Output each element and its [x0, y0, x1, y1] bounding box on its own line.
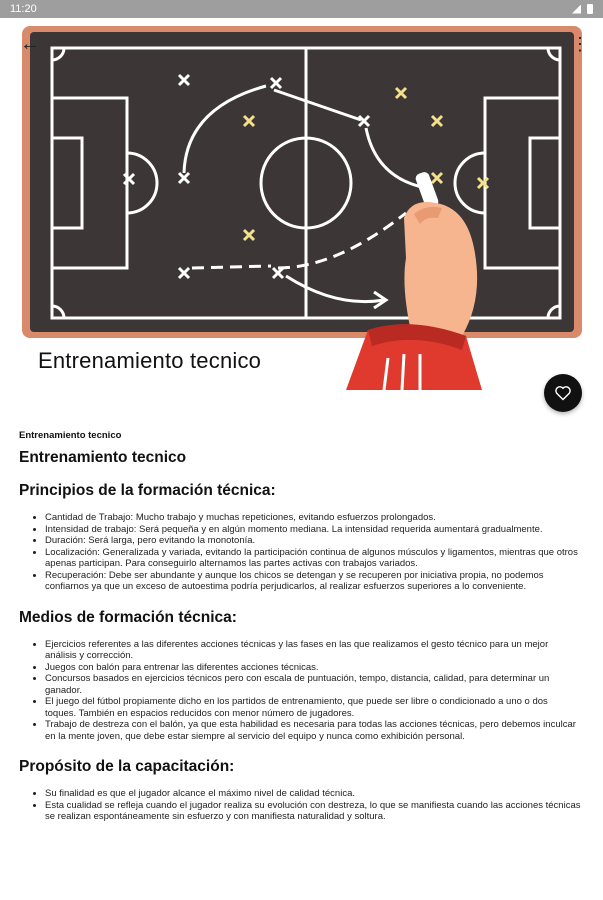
status-time: 11:20: [10, 3, 37, 15]
battery-icon: [587, 4, 593, 14]
section-heading: Propósito de la capacitación:: [19, 758, 235, 775]
list-item: • El juego del fútbol propiamente dicho en los partidos de entrenamiento, que puede ser libre o condicionado a uno o dos toques. También en espacios reducidos con menor número de jugadores.: [45, 696, 581, 719]
status-bar: [0, 0, 603, 18]
section-heading: Principios de la formación técnica:: [19, 482, 276, 499]
back-arrow-icon[interactable]: ←: [20, 33, 40, 55]
section-heading: Medios de formación técnica:: [19, 608, 237, 626]
breadcrumb: Entrenamiento tecnico: [19, 430, 122, 441]
principles-list: [19, 512, 581, 593]
favorite-button[interactable]: [544, 374, 582, 412]
list-item: • Duración: Será larga, pero evitando la monotonía.: [45, 535, 581, 547]
article-body: [19, 430, 581, 839]
purpose-list: [19, 788, 581, 823]
list-item: • Localización: Generalizada y variada, evitando la participación continua de algunos músculos y ligamentos, mientras que otros apenas participan. Para conseguirlo alternamos las partes activas con trabajos variados.: [45, 547, 581, 570]
signal-icon: [572, 5, 581, 14]
list-item: • Cantidad de Trabajo: Mucho trabajo y muchas repeticiones, evitando esfuerzos prolongados.: [45, 512, 581, 524]
hero-title: Entrenamiento tecnico: [38, 348, 262, 373]
board-surface: [30, 32, 574, 332]
list-item: • Intensidad de trabajo: Será pequeña y en algún momento mediana. La intensidad requerida aumentará gradualmente.: [45, 524, 581, 536]
list-item: • Concursos basados en ejercicios técnicos pero con escala de puntuación, tempo, distancia, calidad, para determinar un ganador.: [45, 673, 581, 696]
list-item: • Su finalidad es que el jugador alcance el máximo nivel de calidad técnica.: [45, 788, 581, 800]
app-screen: [16, 18, 587, 900]
list-item: • Recuperación: Debe ser abundante y aunque los chicos se detengan y se recuperen por iniciativa propia, no podemos confiarnos ya que un exceso de autoestima podría perjudicarlos, al realizar esfuerzos superiores a lo conveniente.: [45, 570, 581, 593]
tactics-board-illustration: [16, 18, 587, 398]
heart-outline-icon: [554, 385, 572, 401]
hero-header: [16, 18, 587, 398]
status-icons: [572, 4, 593, 14]
list-item: • Trabajo de destreza con el balón, ya que esta habilidad es necesaria para todas las acciones técnicas, pero debemos inculcar en la mente joven, que debe estar siempre al servicio del equipo y nunca como exhibición personal.: [45, 719, 581, 742]
list-item: • Ejercicios referentes a las diferentes acciones técnicas y las fases en las que realizamos el gesto técnico para un mejor análisis y corrección.: [45, 639, 581, 662]
means-list: [19, 639, 581, 743]
more-vert-icon[interactable]: ⋮: [571, 34, 589, 54]
article-title: Entrenamiento tecnico: [19, 449, 187, 466]
list-item: • Esta cualidad se refleja cuando el jugador realiza su evolución con destreza, lo que se manifiesta cuando las acciones técnicas se realizan espontáneamente sin esfuerzo y con manifiesta naturalidad y soltura.: [45, 800, 581, 823]
list-item: • Juegos con balón para entrenar las diferentes acciones técnicas.: [45, 662, 581, 674]
